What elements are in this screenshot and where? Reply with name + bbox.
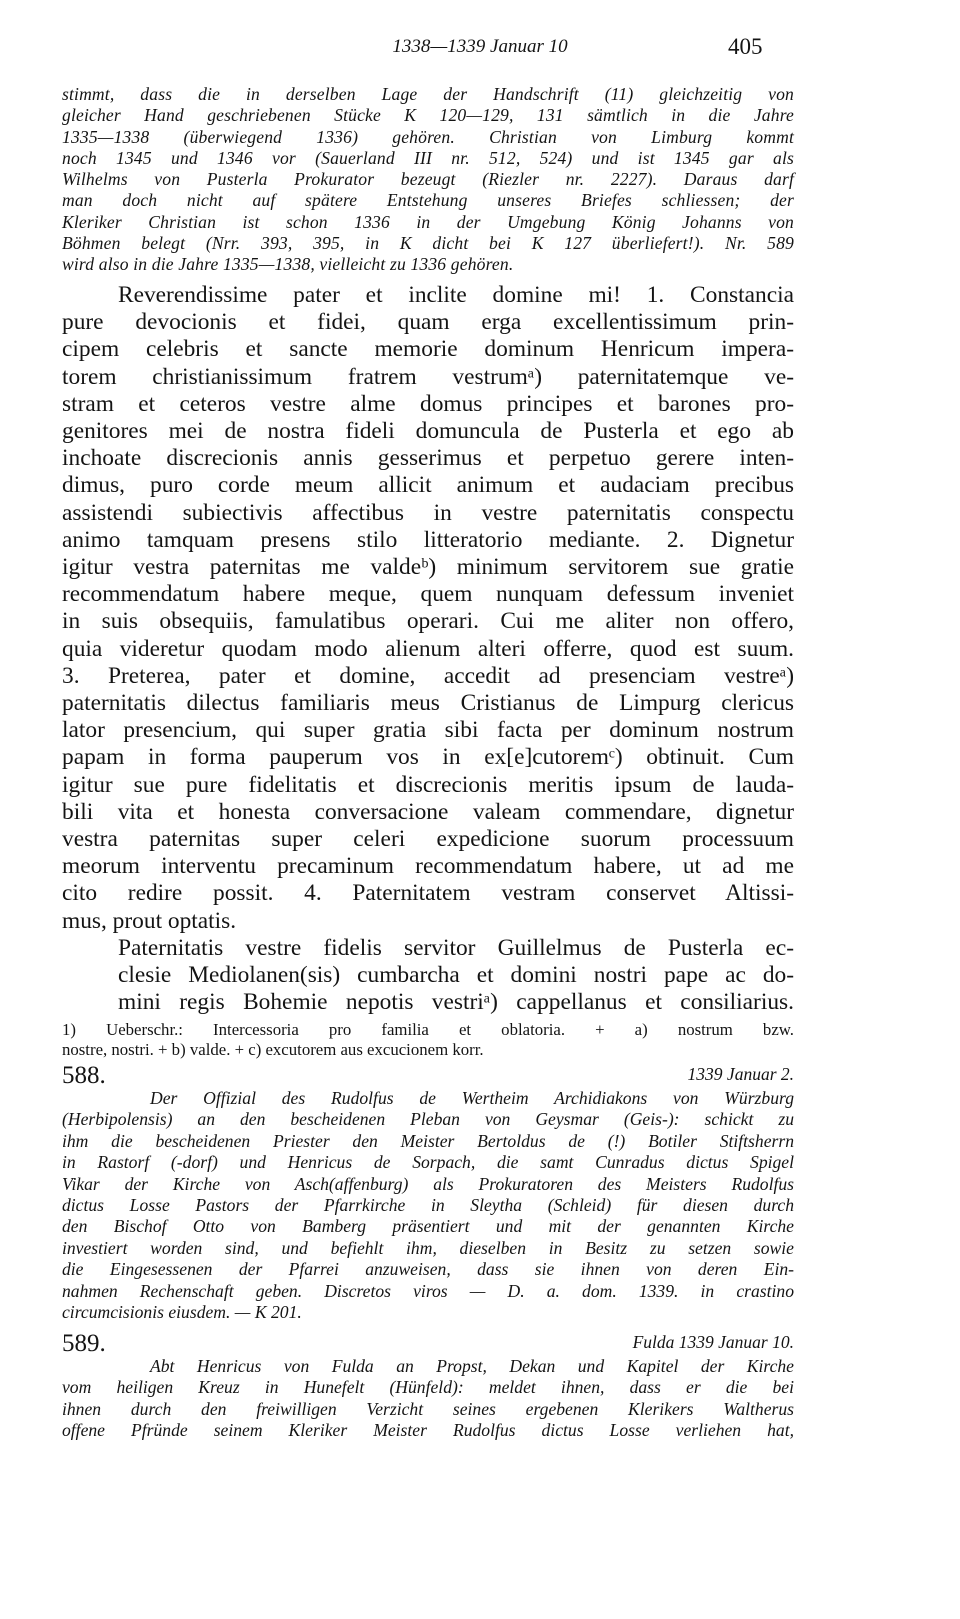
regest-line: circumcisionis eiusdem. — K 201. [62, 1302, 302, 1323]
regest-line: die Eingesessenen der Pfarrei anzuweisen, dass sie ihnen von deren Ein- [62, 1259, 794, 1280]
regest-line: Vikar der Kirche von Asch(affenburg) als Prokuratoren des Meisters Rudolfus [62, 1173, 794, 1194]
text-line: stram et ceteros vestre alme domus principes et barones pro- [62, 390, 794, 417]
entry-heading [62, 1330, 794, 1356]
text-line: in suis obsequiis, famulatibus operari. Cui me aliter non offero, [62, 608, 794, 635]
regest-line: ihnen durch den freiwilligen Verzicht seines ergebenen Klerikers Waltherus [62, 1398, 794, 1419]
text-line: cipem celebris et sancte memorie dominum Henricum impera- [62, 336, 794, 363]
note-line: noch 1345 und 1346 vor (Sauerland III nr. 512, 524) und ist 1345 gar als [62, 147, 794, 168]
text-line: genitores mei de nostra fideli domuncula de Pusterla et ego ab [62, 418, 794, 445]
text-line: igitur vestra paternitas me valdeᵇ) minimum servitorem sue gratie [62, 554, 794, 581]
regest-line: nahmen Rechenschaft geben. Discretos viros — D. a. dom. 1339. in crastino [62, 1280, 794, 1301]
text-line: bili vita et honesta conversacione valeam commendare, dignetur [62, 798, 794, 825]
note-line: Kleriker Christian ist schon 1336 in der Umgebung König Johanns von [62, 211, 794, 232]
regest-line: offene Pfründe seinem Kleriker Meister Rudolfus dictus Losse verliehen hat, [62, 1420, 794, 1441]
critical-apparatus [62, 1020, 794, 1060]
entry-regest [62, 1088, 794, 1323]
entry-heading [62, 1062, 794, 1088]
note-line: man doch nicht auf spätere Entstehung unseres Briefes schliessen; der [62, 190, 794, 211]
subscription-line: Paternitatis vestre fidelis servitor Guillelmus de Pusterla ec- [118, 935, 794, 961]
regest-line: Der Offizial des Rudolfus de Wertheim Archidiakons von Würzburg [150, 1088, 794, 1108]
text-line: meorum interventu precaminum recommendatum habere, ut ad me [62, 853, 794, 880]
text-line: paternitatis dilectus familiaris meus Cristianus de Limpurg clericus [62, 690, 794, 717]
entry-number: 588. [62, 1062, 106, 1089]
running-title: 1338—1339 Januar 10 [392, 36, 568, 57]
note-line: wird also in die Jahre 1335—1338, vielleicht zu 1336 gehören. [62, 254, 514, 275]
text-line: quia videretur quodam modo alienum alteri offerre, quod est suum. [62, 635, 794, 662]
note-line: Wilhelms von Pusterla Prokurator bezeugt (Riezler nr. 2227). Daraus darf [62, 169, 794, 190]
regest-line: ihm die bescheidenen Priester den Meister Bertoldus de (!) Botiler Stiftsherrn [62, 1130, 794, 1151]
regest-line: in Rastorf (-dorf) und Henricus de Sorpach, die samt Cunradus dictus Spigel [62, 1152, 794, 1173]
text-line: lator presencium, qui super gratia sibi facta per dominum nostrum [62, 717, 794, 744]
text-line: igitur sue pure fidelitatis et discrecionis meritis ipsum de lauda- [62, 771, 794, 798]
entry-number: 589. [62, 1330, 106, 1357]
text-line: papam in forma pauperum vos in ex[e]cutoremᶜ) obtinuit. Cum [62, 744, 794, 771]
subscription [62, 935, 794, 1017]
text-line: inchoate discrecionis annis gesserimus et perpetuo gerere inten- [62, 445, 794, 472]
text-line: cito redire possit. 4. Paternitatem vestram conservet Altissi- [62, 880, 794, 907]
entry-588 [62, 1062, 794, 1323]
text-line: recommendatum habere meque, quem nunquam defessum inveniet [62, 581, 794, 608]
regest-line: (Herbipolensis) an den bescheidenen Pleban von Geysmar (Geis-): schickt zu [62, 1109, 794, 1130]
regest-line: den Bischof Otto von Bamberg präsentiert und mit der genannten Kirche [62, 1216, 794, 1237]
text-line: Reverendissime pater et inclite domine mi! 1. Constancia [118, 282, 794, 308]
note-line: gleicher Hand geschriebenen Stücke K 120—129, 131 sämtlich in die Jahre [62, 105, 794, 126]
regest-line: investiert worden sind, und befiehlt ihm, dieselben in Besitz zu setzen sowie [62, 1237, 794, 1258]
text-line: dimus, puro corde meum allicit animum et audaciam precibus [62, 472, 794, 499]
regest-line: vom heiligen Kreuz in Hunefelt (Hünfeld): meldet ihnen, dass er die bei [62, 1377, 794, 1398]
regest-line: dictus Losse Pastors der Pfarrkirche in Sleytha (Schleid) für diesen durch [62, 1195, 794, 1216]
entry-regest [62, 1356, 794, 1442]
entry-date: Fulda 1339 Januar 10. [632, 1332, 794, 1352]
apparatus-line: nostre, nostri. + b) valde. + c) excutorem aus excucionem korr. [62, 1040, 484, 1059]
running-head [0, 34, 960, 64]
text-line: assistendi subiectivis affectibus in vestre paternitatis conspectu [62, 499, 794, 526]
text-line: mus, prout optatis. [62, 907, 237, 934]
apparatus-line: 1) Ueberschr.: Intercessoria pro familia et oblatoria. + a) nostrum bzw. [62, 1020, 794, 1039]
text-line: 3. Preterea, pater et domine, accedit ad presenciam vestreᵃ) [62, 662, 794, 689]
text-line: torem christianissimum fratrem vestrumᵃ) paternitatemque ve- [62, 363, 794, 390]
text-line: vestra paternitas super celeri expedicione suorum processuum [62, 826, 794, 853]
text-line: pure devocionis et fidei, quam erga excellentissimum prin- [62, 309, 794, 336]
subscription-line: mini regis Bohemie nepotis vestriᵃ) cappellanus et consiliarius. [118, 989, 794, 1016]
text-line: animo tamquam presens stilo litteratorio mediante. 2. Dignetur [62, 526, 794, 553]
entry-589 [62, 1330, 794, 1442]
entry-date: 1339 Januar 2. [687, 1064, 794, 1084]
page-number: 405 [728, 34, 763, 59]
note-line: Böhmen belegt (Nrr. 393, 395, in K dicht bei K 127 überliefert!). Nr. 589 [62, 233, 794, 254]
note-line: stimmt, dass die in derselben Lage der Handschrift (11) gleichzeitig von [62, 84, 794, 104]
prefatory-note [62, 84, 794, 276]
subscription-line: clesie Mediolanen(sis) cumbarcha et domini nostri pape ac do- [118, 962, 794, 989]
letter-text [62, 282, 794, 935]
regest-line: Abt Henricus von Fulda an Propst, Dekan und Kapitel der Kirche [150, 1356, 794, 1376]
note-line: 1335—1338 (überwiegend 1336) gehören. Christian von Limburg kommt [62, 126, 794, 147]
